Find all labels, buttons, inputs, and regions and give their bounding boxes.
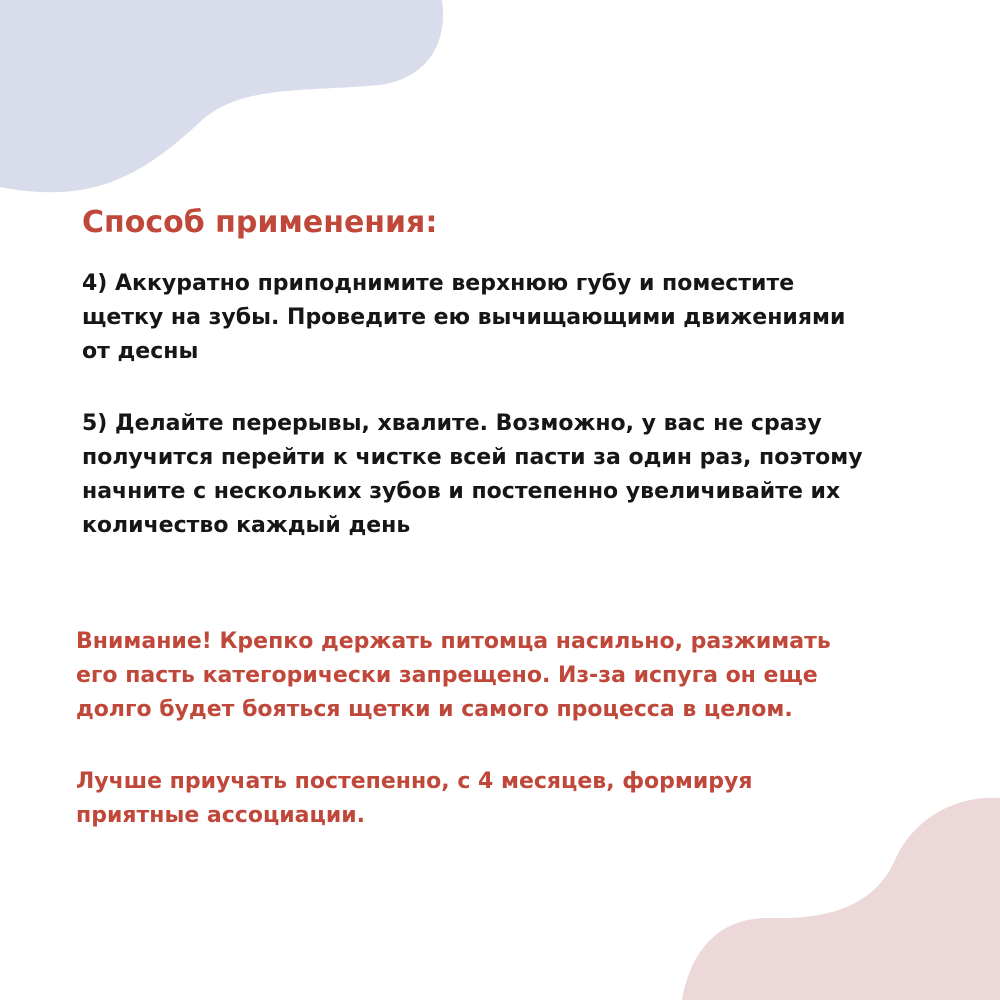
step-4-text — [82, 267, 845, 369]
step-5-line: 5) Делайте перерывы, хвалите. Возможно, у вас не сразу — [82, 411, 822, 436]
warning-text — [76, 625, 831, 727]
advice-line: Лучше приучать постепенно, с 4 месяцев, формируя — [76, 769, 753, 794]
warning-line: его пасть категорически запрещено. Из-за испуга он еще — [76, 663, 818, 688]
step-5-text — [82, 407, 863, 543]
step-4-line: щетку на зубы. Проведите ею вычищающими движениями — [82, 305, 846, 330]
step-5-line: количество каждый день — [82, 513, 411, 538]
step-5-line: получится перейти к чистке всей пасти за один раз, поэтому — [82, 445, 863, 470]
warning-line: Внимание! Крепко держать питомца насильно, разжимать — [76, 629, 831, 654]
step-5-line: начните с нескольких зубов и постепенно увеличивайте их — [82, 479, 841, 504]
step-4-line: от десны — [82, 339, 199, 364]
warning-line: долго будет бояться щетки и самого процесса в целом. — [76, 697, 793, 722]
top-left-blob-shape — [0, 0, 443, 192]
advice-line: приятные ассоциации. — [76, 803, 366, 828]
advice-text — [76, 765, 753, 833]
section-title: Способ применения: — [82, 205, 438, 240]
step-4-line: 4) Аккуратно приподнимите верхнюю губу и поместите — [82, 271, 795, 296]
